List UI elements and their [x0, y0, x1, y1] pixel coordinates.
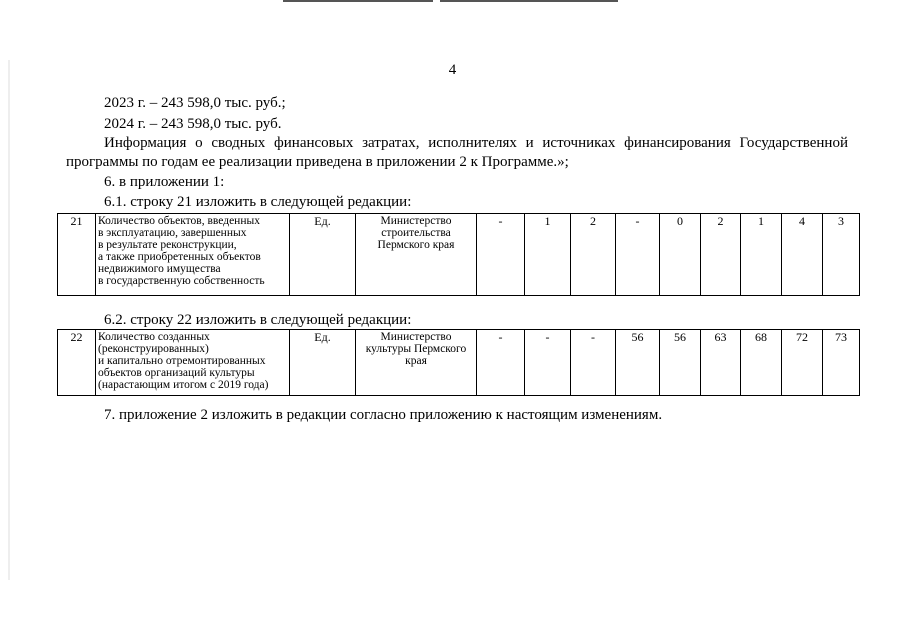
name-line: недвижимого имущества: [98, 263, 221, 275]
header-rule-left: [283, 0, 433, 2]
executor-line: строительства: [381, 227, 451, 239]
value-cell: 56: [660, 330, 701, 396]
row-number: 21: [58, 214, 96, 296]
value-cell: -: [571, 330, 616, 396]
executor-line: края: [405, 355, 427, 367]
executor-line: Пермского края: [377, 239, 455, 251]
year-2023-line: 2023 г. – 243 598,0 тыс. руб.;: [104, 95, 286, 111]
item-6-2: 6.2. строку 22 изложить в следующей редакции:: [104, 312, 412, 328]
value-cell: 56: [616, 330, 660, 396]
value-cell: -: [477, 330, 525, 396]
executor-line: Министерство: [380, 215, 452, 227]
value-cell: 1: [741, 214, 782, 296]
name-line: (реконструированных): [98, 343, 209, 355]
value-cell: -: [477, 214, 525, 296]
executor-line: Министерство: [380, 331, 452, 343]
item-7: 7. приложение 2 изложить в редакции согласно приложению к настоящим изменениям.: [104, 407, 663, 423]
name-line: объектов организаций культуры: [98, 367, 255, 379]
executor-cell: [356, 214, 477, 296]
value-cell: 2: [571, 214, 616, 296]
name-line: а также приобретенных объектов: [98, 251, 261, 263]
value-cell: -: [525, 330, 571, 396]
value-cell: 72: [782, 330, 823, 396]
executor-line: культуры Пермского: [365, 343, 467, 355]
page-number: 4: [448, 62, 457, 78]
scan-edge: [8, 60, 10, 580]
value-cell: 2: [701, 214, 741, 296]
name-line: в государственную собственность: [98, 275, 265, 287]
table-row-21: [57, 213, 860, 296]
name-line: Количество объектов, введенных: [98, 215, 260, 227]
header-rule-right: [440, 0, 618, 2]
value-cell: 3: [823, 214, 860, 296]
indicator-name: [96, 214, 290, 296]
unit-cell: Ед.: [290, 330, 356, 396]
year-2024-line: 2024 г. – 243 598,0 тыс. руб.: [104, 116, 282, 132]
value-cell: 68: [741, 330, 782, 396]
name-line: Количество созданных: [98, 331, 210, 343]
name-line: (нарастающим итогом с 2019 года): [98, 379, 269, 391]
value-cell: 73: [823, 330, 860, 396]
table-row-22: [57, 329, 860, 396]
name-line: и капитально отремонтированных: [98, 355, 266, 367]
info-paragraph: Информация о сводных финансовых затратах, исполнителях и источниках финансирования Государственной программы по годам ее реализации приведена в приложении 2 к Программе.»;: [66, 135, 848, 170]
value-cell: -: [616, 214, 660, 296]
executor-cell: [356, 330, 477, 396]
item-6-1: 6.1. строку 21 изложить в следующей редакции:: [104, 194, 412, 210]
value-cell: 1: [525, 214, 571, 296]
name-line: в эксплуатацию, завершенных: [98, 227, 247, 239]
name-line: в результате реконструкции,: [98, 239, 237, 251]
value-cell: 63: [701, 330, 741, 396]
unit-cell: Ед.: [290, 214, 356, 296]
value-cell: 4: [782, 214, 823, 296]
indicator-name: [96, 330, 290, 396]
item-6: 6. в приложении 1:: [104, 174, 225, 190]
row-number: 22: [58, 330, 96, 396]
value-cell: 0: [660, 214, 701, 296]
